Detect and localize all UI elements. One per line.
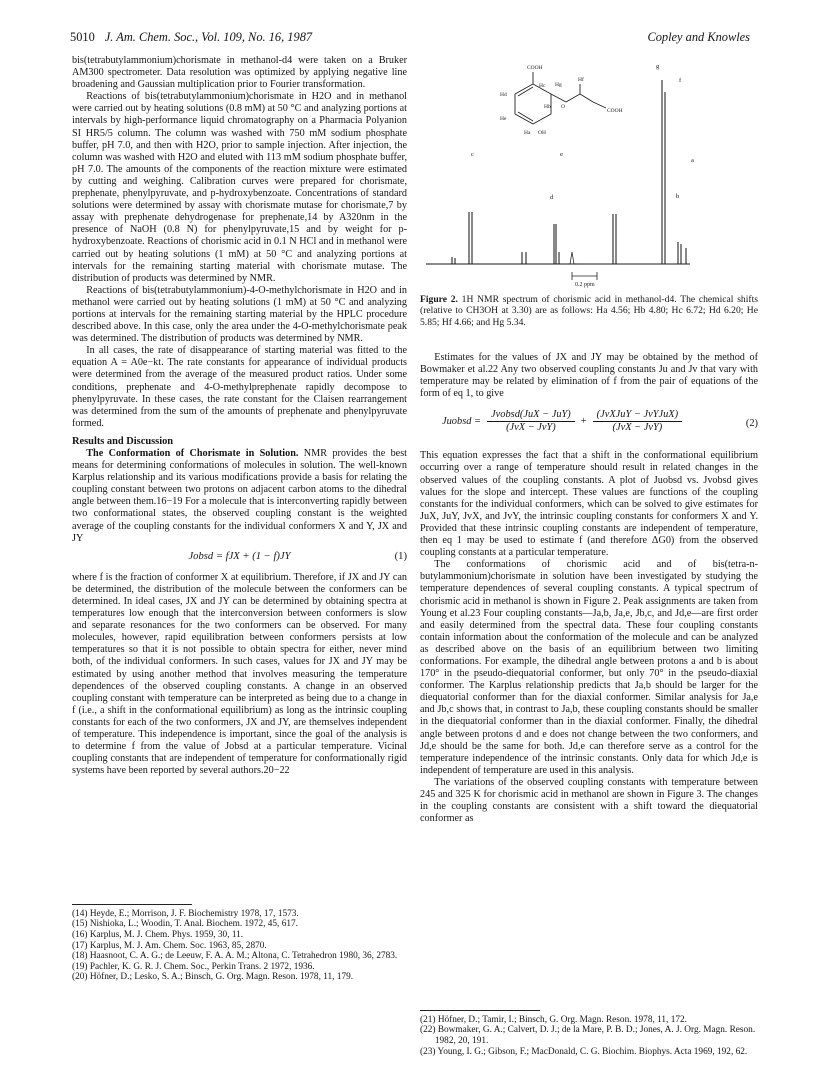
nmr-spectrum-svg <box>420 52 765 292</box>
peak-label-g: g <box>656 63 660 70</box>
equation-lhs: Juobsd = <box>442 415 482 427</box>
paragraph: bis(tetrabutylammonium)chorismate in methanol-d4 were taken on a Bruker AM300 spectrometer. Data resolution was optimized by applying negative line broadening and Gaussian multiplication prior to Fourier transformation. <box>72 55 407 91</box>
caption-text: 1H NMR spectrum of chorismic acid in methanol-d4. The chemical shifts (relative to CH3OH at 3.30) are as follows: Ha 4.56; Hb 4.80; Hc 6.72; Hd 6.20; He 5.85; Hf 4.66; and Hg 5.34. <box>420 294 758 328</box>
left-column <box>72 55 407 777</box>
right-column <box>420 352 758 825</box>
paragraph: In all cases, the rate of disappearance of starting material was fitted to the equation A = A0e−kt. The rate constants for appearance of individual products were determined from the average of the measured product ratios. Under some conditions, prephenate and 4-O-methylprephenate rapidly decompose to phenylpyruvate. In these cases, the rate constant for the Claisen rearrangement was determined from the sum of the amounts of prephenate and phenylpyruvate formed. <box>72 345 407 429</box>
equation-number: (2) <box>745 418 758 430</box>
numerator: Jvobsd(JuX − JuY) <box>487 409 575 422</box>
footnote: (23) Young, I. G.; Gibson, F.; MacDonald, C. G. Biochim. Biophys. Acta 1969, 192, 62. <box>420 1046 748 1057</box>
label-oh: OH <box>538 130 546 136</box>
equation-1 <box>72 551 407 566</box>
peak-label-f: f <box>679 77 682 84</box>
subsection-heading: The Conformation of Chorismate in Solution. <box>86 448 299 459</box>
peak-label-d: d <box>550 194 554 201</box>
footnotes-left <box>72 904 407 983</box>
label-hg: Hg <box>555 82 562 88</box>
footnote: (20) Höfner, D.; Lesko, S. A.; Binsch, G. Org. Magn. Reson. 1978, 11, 179. <box>72 972 354 983</box>
ether-bond <box>551 94 566 102</box>
label-o: O <box>561 104 565 110</box>
paragraph: Estimates for the values of JX and JY may be obtained by the method of Bowmaker et al.22 Any two observed coupling constants Ju and Jv that vary with temperature may be related by elimination of f from the pair of equations of the form of eq 1, to give <box>420 352 758 400</box>
footnote: (21) Höfner, D.; Tamir, I.; Binsch, G. Org. Magn. Reson. 1978, 11, 172. <box>420 1014 687 1025</box>
paragraph: The variations of the observed coupling constants with temperature between 245 and 325 K for chorismic acid in methanol are shown in Figure 3. The changes in the coupling constants are consistent with a shift toward the diequatorial conformer as <box>420 776 758 825</box>
figure-2-nmr-spectrum <box>420 52 765 307</box>
footnotes-right <box>420 1010 758 1057</box>
equation-2 <box>420 406 758 444</box>
paragraph: Reactions of bis(tetrabutylammonium)chorismate in H2O and in methanol were carried out by heating solutions (0.8 mM) at 50 °C and analyzing portions at intervals by high-performance liquid chromatography on a Pharmacia Polyanion SI HR5/5 column. The column was washed with 750 mM sodium phosphate buffer, pH 7.0, and then with H2O, prior to sample injection. After injection, the column was washed with H2O and eluted with 113 mM sodium phosphate buffer, pH 7.0. The amounts of the components of the reaction mixture were estimated by cutting and weighing. Calibration curves were prepared for chorismate, prephenate, phenylpyruvate, and p-hydroxybenzoate. Concentrations of standard solutions were determined by assay with chorismate mutase for chorismate,7 by assay with prephenate dehydrogenase for prephenate,14 by A320nm in the presence of NaOH (0.8 N) for phenylpyruvate,15 and by weight for p-hydroxybenzoate. Reactions of chorismic acid in 0.1 N HCl and in methanol were carried out by heating solutions (1 mM) at 50 °C and analyzing portions at intervals for the remaining starting material with chorismate mutase. The distribution of products was determined by NMR. <box>72 91 407 284</box>
footnote: (14) Heyde, E.; Morrison, J. F. Biochemistry 1978, 17, 1573. <box>72 908 299 919</box>
running-head-authors: Copley and Knowles <box>647 30 750 44</box>
fraction <box>487 409 575 434</box>
label-hb: Hb <box>544 104 551 110</box>
peak-label-e: e <box>560 151 563 158</box>
spectrum-peaks <box>452 80 686 264</box>
denominator: (JvX − JvY) <box>506 422 556 434</box>
chorismate-structure <box>515 72 606 124</box>
label-hc: Hc <box>539 83 546 89</box>
peak-label-a: a <box>691 157 694 164</box>
label-he: He <box>500 116 507 122</box>
vinyl-bond <box>566 94 580 102</box>
denominator: (JvX − JvY) <box>612 422 663 434</box>
paragraph: Reactions of bis(tetrabutylammonium)-4-O-methylchorismate in H2O and in methanol were carried out by heating solutions (1 mM) at 50 °C and analyzing portions at intervals for the remaining starting material by the HPLC procedure described above. In this case, only the area under the 4-O-methylchorismate peak was determined. The distribution of products was determined by NMR. <box>72 284 407 345</box>
paragraph-text: NMR provides the best means for determining conformations of molecules in solution. The well-known Karplus relationship and its various modifications provide a basis for relating the coupling constant between two protons on adjacent carbon atoms to the dihedral angle between them.16−19 For a molecule that is interconverting rapidly between two conformational states, the observed coupling constant is the weighted average of the coupling constants for the individual conformers X and Y, JX and JY <box>72 448 407 544</box>
footnote: (15) Nishioka, L.; Woodin, T. Anal. Biochem. 1972, 45, 617. <box>72 919 298 930</box>
peak-label-b: b <box>676 193 680 200</box>
label-ha: Ha <box>524 130 531 136</box>
footnote: (16) Karplus, M. J. Chem. Phys. 1959, 30, 11. <box>72 929 244 940</box>
plus-sign: + <box>580 415 587 427</box>
footnote: (22) Bowmaker, G. A.; Calvert, D. J.; de la Mare, P. B. D.; Jones, A. J. Org. Magn. Reson. 1982, 20, 191. <box>420 1025 756 1046</box>
numerator: (JvXJuY − JvYJuX) <box>593 409 682 422</box>
fraction <box>593 409 682 434</box>
equation-body: Jobsd = fJX + (1 − f)JY <box>188 550 291 562</box>
label-hf: Hf <box>578 77 584 83</box>
label-hd: Hd <box>500 92 507 98</box>
page-number: 5010 <box>70 30 95 44</box>
footnote: (17) Karplus, M. J. Am. Chem. Soc. 1963, 85, 2870. <box>72 940 267 951</box>
footnote: (18) Haasnoot, C. A. G.; de Leeuw, F. A. A. M.; Altona, C. Tetrahedron 1980, 36, 2783. <box>72 951 398 962</box>
running-head <box>70 30 750 48</box>
footnote: (19) Pachler, K. G. R. J. Chem. Soc., Perkin Trans. 2 1972, 1936. <box>72 961 315 972</box>
section-title: Results and Discussion <box>72 435 174 447</box>
carboxyl-bond <box>593 102 606 108</box>
spectrum-trace <box>426 252 584 264</box>
peak-label-c: c <box>471 151 474 158</box>
figure-label: Figure 2. <box>420 294 458 305</box>
figure-caption <box>420 294 758 328</box>
paragraph: This equation expresses the fact that a shift in the conformational equilibrium occurring over a range of temperature should result in related changes in the observed values of the coupling constants. A plot of Juobsd vs. Jvobsd gives values for the slope and intercept. These values are functions of the coupling constants for the individual conformers, which can be solved to give estimates for JuX, JuY, JvX, and JvY, the intrinsic coupling constants for conformers X and Y. Provided that these intrinsic coupling constants are independent of temperature, then eq 1 may be used to estimate f (and therefore ΔG0) from the observed coupling constants at a particular temperature. <box>420 450 758 559</box>
journal-citation: J. Am. Chem. Soc., Vol. 109, No. 16, 1987 <box>104 30 313 44</box>
paragraph: where f is the fraction of conformer X at equilibrium. Therefore, if JX and JY can be determined, the distribution of the molecule between the conformers can be determined. In ideal cases, JX and JY can be determined by obtaining spectra at temperatures low enough that the interconversion between conformers is slow and separate resonances for the two conformers can be observed. For many molecules, however, rapid equilibration between conformers persists at low temperatures so that it is not possible to obtain spectra for either, never mind both, of the individual conformers. In such cases, values for JX and JY may be estimated by using another method that involves measuring the temperature dependences of the observed coupling constants. A change in an observed coupling constant with temperature can be interpreted as being due to a change in f (i.e., a shift in the conformational equilibrium) as long as the intrinsic coupling constants for each of the two conformers, JX and JY, are themselves independent of temperature. This independence is important, since the goal of the analysis is to determine f from the value of Jobsd at a particular temperature. Vicinal coupling constants that are independent of temperature for conformationally rigid systems have been reported by several authors.20−22 <box>72 571 407 777</box>
paragraph <box>72 448 407 545</box>
paragraph: The conformations of chorismic acid and of bis(tetra-n-butylammonium)chorismate in solution have been investigated by studying the temperature dependences of several coupling constants. A typical spectrum of chorismic acid in methanol is shown in Figure 2. Peak assignments are taken from Young et al.23 Four coupling constants—Ja,b, Ja,e, Jb,c, and Jd,e—are first order and easily determined from the spectral data. These four coupling constants contain information about the conformation of the molecule and can be analyzed as described above on the basis of an equilibrium between two limiting conformations. For example, the dihedral angle between protons a and b is about 170° in the pseudo-diequatorial conformer, but only 70° in the pseudo-diaxial conformer. The Karplus relationship predicts that Ja,b should be larger for the diequatorial conformer than for the diaxial conformer. Similar analysis for Ja,e and Jb,c shows that, in contrast to Ja,b, these coupling constants should be smaller in the diequatorial conformer than in the diaxial conformer. Finally, the dihedral angle between protons d and e does not change between the two conformers, and Jd,e should be the same for both. Jd,e can therefore serve as a control for the temperature independence of the intrinsic constants. Only data for which Jd,e is independent of temperature are used in this analysis. <box>420 559 758 776</box>
label-cooh-top: COOH <box>527 65 543 71</box>
label-cooh-right: COOH <box>607 108 623 114</box>
scale-label: 0.2 ppm <box>575 282 595 288</box>
vinyl-bond <box>580 94 593 102</box>
equation-number: (1) <box>394 550 407 562</box>
